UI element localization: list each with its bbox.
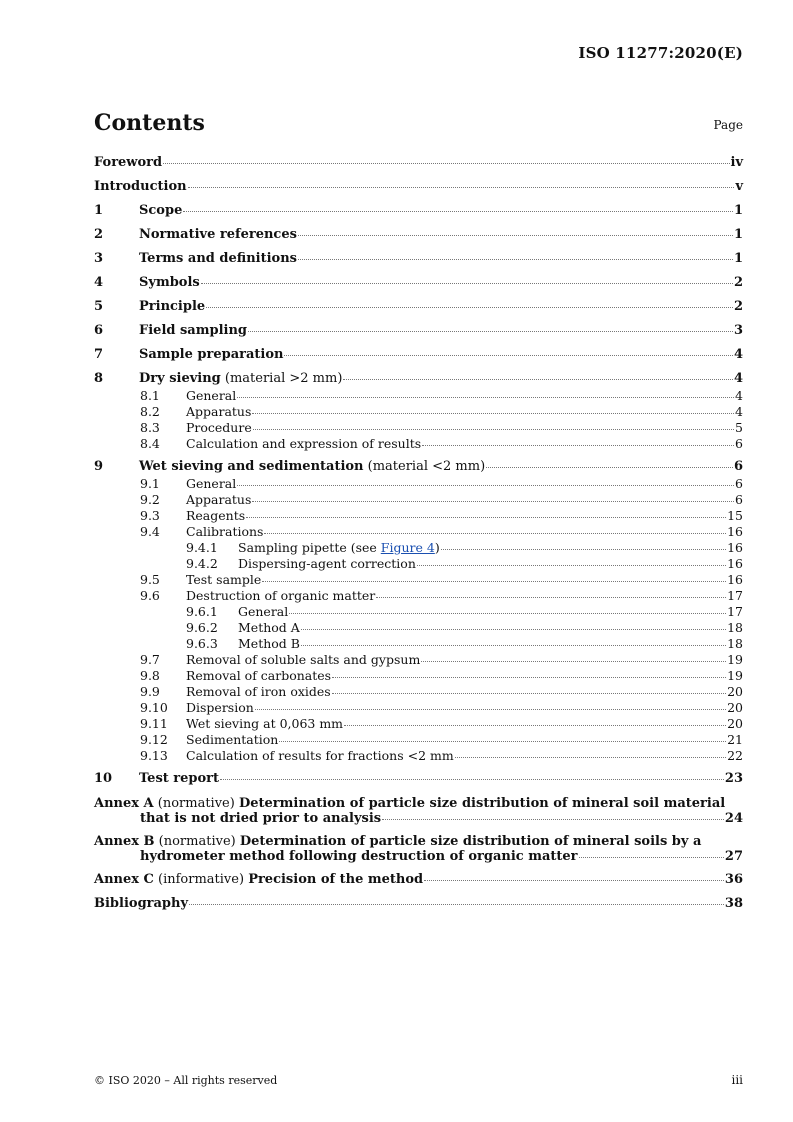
toc-label-suffix: (material <2 mm)	[363, 459, 486, 474]
toc-page: 2	[733, 275, 743, 290]
toc-number: 5	[94, 299, 104, 314]
toc-number: 9.3	[140, 508, 160, 523]
toc-subentry[interactable]	[94, 732, 743, 748]
toc-label: Introduction	[94, 179, 187, 194]
toc-number: 4	[94, 275, 104, 290]
toc-page: 16	[727, 556, 743, 571]
leader-dots	[220, 779, 724, 780]
leader-dots	[252, 501, 734, 502]
toc-label: Principle	[139, 299, 206, 314]
leader-dots	[284, 355, 732, 356]
contents-title: Contents	[94, 110, 205, 136]
toc-page: 23	[724, 771, 743, 786]
leader-dots	[246, 517, 726, 518]
toc-label: Reagents	[186, 508, 246, 523]
toc-label: Calibrations	[186, 524, 264, 539]
toc-entry-principle[interactable]	[94, 299, 743, 316]
toc-label: Dispersion	[186, 700, 254, 715]
toc-label: Sedimentation	[186, 732, 279, 747]
toc-entry-test-report[interactable]	[94, 771, 743, 788]
leader-dots	[279, 741, 726, 742]
leader-dots	[264, 533, 726, 534]
toc-number: 9.1	[140, 476, 160, 491]
toc-label-group	[94, 872, 423, 887]
toc-subentry[interactable]	[94, 492, 743, 508]
toc-number: 9.6.1	[186, 604, 218, 619]
toc-number: 9.10	[140, 700, 168, 715]
toc-label: Scope	[139, 203, 183, 218]
toc-label: Bibliography	[94, 896, 189, 911]
toc-number: 8.1	[140, 388, 160, 403]
toc-entry-annex-b[interactable]	[94, 834, 743, 864]
toc-label: Wet sieving at 0,063 mm	[186, 716, 344, 731]
toc-page: 4	[735, 388, 743, 403]
toc-label: Apparatus	[186, 404, 252, 419]
toc-number: 9.6.3	[186, 636, 218, 651]
toc-label: Destruction of organic matter	[186, 588, 376, 603]
annex-heading	[94, 834, 743, 849]
leader-dots	[579, 857, 724, 858]
toc-label-group	[238, 540, 440, 555]
leader-dots	[298, 259, 733, 260]
annex-title-cont: that is not dried prior to analysis	[140, 811, 382, 826]
annex-title: Determination of particle size distribution of mineral soil material	[238, 796, 726, 811]
toc-number: 9	[94, 459, 104, 474]
toc-page: 1	[733, 227, 743, 242]
table-of-contents	[94, 155, 743, 913]
leader-dots	[332, 693, 726, 694]
toc-subentry[interactable]	[94, 572, 743, 588]
toc-subentry[interactable]	[94, 636, 743, 652]
toc-entry-scope[interactable]	[94, 203, 743, 220]
annex-prefix: Annex A	[94, 796, 154, 811]
leader-dots	[252, 413, 734, 414]
toc-page: 16	[727, 572, 743, 587]
leader-dots	[486, 467, 733, 468]
copyright-notice: © ISO 2020 – All rights reserved	[94, 1074, 278, 1087]
toc-number: 9.6.2	[186, 620, 218, 635]
leader-dots	[301, 629, 726, 630]
annex-type: (informative)	[153, 872, 249, 887]
leader-dots	[206, 307, 733, 308]
toc-page: 20	[727, 684, 743, 699]
toc-entry-sample-preparation[interactable]	[94, 347, 743, 364]
toc-page: 16	[727, 540, 743, 555]
leader-dots	[441, 549, 726, 550]
toc-label: Sample preparation	[139, 347, 284, 362]
toc-number: 9.11	[140, 716, 168, 731]
toc-subentry[interactable]	[94, 604, 743, 620]
toc-label: Sampling pipette (see	[238, 540, 381, 555]
annex-type: (normative)	[153, 796, 239, 811]
toc-entry-dry-sieving[interactable]	[94, 371, 743, 388]
toc-number: 8.3	[140, 420, 160, 435]
toc-label: Procedure	[186, 420, 252, 435]
toc-entry-annex-a[interactable]	[94, 796, 743, 826]
toc-number: 9.4	[140, 524, 160, 539]
toc-page: 19	[727, 652, 743, 667]
toc-subentry[interactable]	[94, 404, 743, 420]
toc-entry-wet-sieving[interactable]	[94, 459, 743, 476]
toc-page: iv	[730, 155, 743, 170]
annex-prefix: Annex C	[94, 872, 154, 887]
toc-page: 20	[727, 700, 743, 715]
leader-dots	[421, 661, 726, 662]
leader-dots	[183, 211, 733, 212]
leader-dots	[255, 709, 726, 710]
toc-subentry[interactable]	[94, 748, 743, 764]
toc-label-group	[139, 459, 485, 474]
annex-title: Determination of particle size distribution of mineral soils by a	[239, 834, 702, 849]
toc-label: Foreword	[94, 155, 163, 170]
toc-page: 1	[733, 251, 743, 266]
annex-heading-continued	[94, 849, 743, 864]
toc-subentry[interactable]	[94, 620, 743, 636]
toc-page: 17	[727, 588, 743, 603]
toc-page: 6	[733, 459, 743, 474]
leader-dots	[417, 565, 726, 566]
toc-page: 17	[727, 604, 743, 619]
toc-label-suffix: (material >2 mm)	[220, 371, 343, 386]
toc-page: 18	[727, 636, 743, 651]
toc-label: Calculation of results for fractions <2 mm	[186, 748, 454, 763]
toc-page: 22	[727, 748, 743, 763]
toc-label: General	[186, 388, 237, 403]
annex-prefix: Annex B	[94, 834, 155, 849]
toc-page: 3	[733, 323, 743, 338]
annex-type: (normative)	[154, 834, 240, 849]
toc-entry-field-sampling[interactable]	[94, 323, 743, 340]
toc-label: Calculation and expression of results	[186, 436, 422, 451]
toc-number: 9.6	[140, 588, 160, 603]
toc-subentry[interactable]	[94, 556, 743, 572]
toc-number: 3	[94, 251, 104, 266]
toc-page: 1	[733, 203, 743, 218]
toc-number: 1	[94, 203, 104, 218]
toc-number: 9.9	[140, 684, 160, 699]
toc-label: Test report	[139, 771, 220, 786]
toc-subentry[interactable]	[94, 700, 743, 716]
toc-subentry[interactable]	[94, 508, 743, 524]
toc-page: 36	[724, 872, 743, 887]
toc-label: Removal of soluble salts and gypsum	[186, 652, 421, 667]
toc-subentry[interactable]	[94, 524, 743, 540]
leader-dots	[332, 677, 726, 678]
toc-subentry[interactable]	[94, 684, 743, 700]
toc-label: Wet sieving and sedimentation	[139, 459, 364, 474]
toc-page: 5	[735, 420, 743, 435]
leader-dots	[344, 725, 726, 726]
toc-page: 16	[727, 524, 743, 539]
toc-page: 4	[733, 347, 743, 362]
toc-entry-normative-references[interactable]	[94, 227, 743, 244]
toc-label: Apparatus	[186, 492, 252, 507]
toc-label: Terms and definitions	[139, 251, 297, 266]
toc-page: 15	[727, 508, 743, 523]
toc-number: 6	[94, 323, 104, 338]
toc-number: 9.7	[140, 652, 160, 667]
toc-page: 38	[724, 896, 743, 911]
toc-entry-introduction[interactable]	[94, 179, 743, 196]
leader-dots	[248, 331, 733, 332]
toc-number: 9.5	[140, 572, 160, 587]
toc-label: Symbols	[139, 275, 200, 290]
toc-entry-annex-c[interactable]	[94, 872, 743, 889]
toc-number: 9.4.2	[186, 556, 218, 571]
toc-entry-terms-and-definitions[interactable]	[94, 251, 743, 268]
toc-page: v	[735, 179, 743, 194]
toc-label: Field sampling	[139, 323, 247, 338]
toc-page: 27	[724, 849, 743, 864]
leader-dots	[298, 235, 733, 236]
leader-dots	[343, 379, 733, 380]
toc-number: 8.2	[140, 404, 160, 419]
toc-number: 8.4	[140, 436, 160, 451]
toc-number: 9.4.1	[186, 540, 218, 555]
toc-number: 7	[94, 347, 104, 362]
leader-dots	[237, 397, 734, 398]
toc-page: 6	[735, 492, 743, 507]
toc-page: 6	[735, 436, 743, 451]
toc-subentry[interactable]	[94, 540, 743, 556]
leader-dots	[376, 597, 726, 598]
page-number: iii	[731, 1073, 743, 1087]
toc-number: 2	[94, 227, 104, 242]
toc-number: 9.13	[140, 748, 168, 763]
leader-dots	[253, 429, 734, 430]
leader-dots	[289, 613, 726, 614]
annex-heading-continued	[94, 811, 743, 826]
toc-label: General	[186, 476, 237, 491]
toc-label: Dry sieving	[139, 371, 221, 386]
toc-page: 2	[733, 299, 743, 314]
toc-entry-foreword[interactable]	[94, 155, 743, 172]
toc-page: 4	[735, 404, 743, 419]
toc-number: 9.8	[140, 668, 160, 683]
toc-page: 6	[735, 476, 743, 491]
leader-dots	[188, 187, 735, 188]
toc-label: Method B	[238, 636, 300, 651]
toc-number: 9.12	[140, 732, 168, 747]
toc-subentry[interactable]	[94, 668, 743, 684]
toc-label-group	[139, 371, 342, 386]
leader-dots	[163, 163, 729, 164]
toc-label: General	[238, 604, 289, 619]
toc-subentry[interactable]	[94, 652, 743, 668]
leader-dots	[382, 819, 724, 820]
leader-dots	[189, 904, 724, 905]
toc-subentry[interactable]	[94, 420, 743, 436]
toc-page: 24	[724, 811, 743, 826]
toc-label: Removal of iron oxides	[186, 684, 331, 699]
annex-title-cont: hydrometer method following destruction of organic matter	[140, 849, 578, 864]
toc-label: Dispersing-agent correction	[238, 556, 416, 571]
toc-label-end: )	[434, 540, 440, 555]
toc-subentry[interactable]	[94, 476, 743, 492]
toc-number: 10	[94, 771, 113, 786]
toc-page: 4	[733, 371, 743, 386]
leader-dots	[201, 283, 733, 284]
annex-heading	[94, 796, 743, 811]
toc-page: 18	[727, 620, 743, 635]
toc-subentry[interactable]	[94, 588, 743, 604]
toc-label: Method A	[238, 620, 300, 635]
toc-entry-symbols[interactable]	[94, 275, 743, 292]
figure-4-link[interactable]: Figure 4	[380, 540, 435, 555]
toc-entry-bibliography[interactable]	[94, 896, 743, 913]
toc-page: 20	[727, 716, 743, 731]
leader-dots	[301, 645, 726, 646]
toc-number: 8	[94, 371, 104, 386]
leader-dots	[237, 485, 734, 486]
toc-label: Removal of carbonates	[186, 668, 332, 683]
toc-subentry[interactable]	[94, 436, 743, 452]
toc-number: 9.2	[140, 492, 160, 507]
toc-label: Normative references	[139, 227, 297, 242]
toc-subentry[interactable]	[94, 716, 743, 732]
annex-title: Precision of the method	[248, 872, 424, 887]
toc-subentry[interactable]	[94, 388, 743, 404]
page-column-label: Page	[713, 118, 743, 132]
document-id: ISO 11277:2020(E)	[578, 44, 743, 62]
toc-page: 21	[727, 732, 743, 747]
leader-dots	[455, 757, 726, 758]
leader-dots	[262, 581, 726, 582]
toc-label: Test sample	[186, 572, 262, 587]
toc-page: 19	[727, 668, 743, 683]
leader-dots	[422, 445, 734, 446]
leader-dots	[424, 880, 724, 881]
